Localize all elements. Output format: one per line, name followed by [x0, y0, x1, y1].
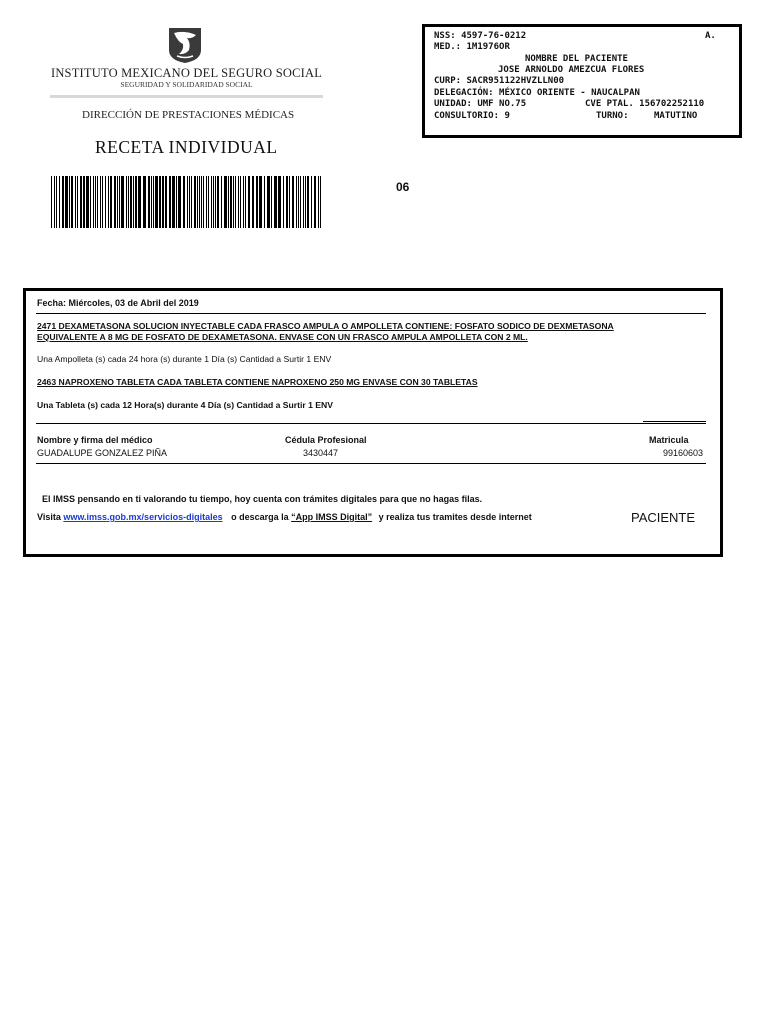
- delegacion: DELEGACIÓN: MÉXICO ORIENTE - NAUCALPAN: [434, 88, 640, 98]
- barcode-bar: [110, 176, 112, 228]
- imss-message: El IMSS pensando en ti valorando tu tiempo, hoy cuenta con trámites digitales para que no hagas filas.: [42, 494, 483, 504]
- barcode-bar: [256, 176, 258, 228]
- turno-label: TURNO:: [596, 111, 629, 121]
- barcode-bar: [252, 176, 254, 228]
- barcode-bar: [65, 176, 68, 228]
- institute-subtitle: SEGURIDAD Y SOLIDARIDAD SOCIAL: [120, 80, 253, 89]
- barcode-bar: [215, 176, 216, 228]
- barcode-bar: [311, 176, 312, 228]
- barcode-bar: [77, 176, 78, 228]
- barcode-bar: [159, 176, 161, 228]
- barcode-bar: [59, 176, 60, 228]
- barcode-bar: [230, 176, 232, 228]
- barcode-bar: [54, 176, 55, 228]
- barcode-bar: [100, 176, 101, 228]
- barcode-bar: [62, 176, 64, 228]
- folio-number: 06: [396, 180, 410, 194]
- barcode-bar: [117, 176, 118, 228]
- barcode-bar: [194, 176, 196, 228]
- barcode-bar: [95, 176, 96, 228]
- medication-2-description: 2463 NAPROXENO TABLETA CADA TABLETA CONTIENE NAPROXENO 250 MG ENVASE CON 30 TABLETAS: [37, 377, 478, 387]
- barcode-bar: [105, 176, 106, 228]
- barcode-bar: [286, 176, 288, 228]
- barcode-bar: [305, 176, 306, 228]
- barcode-bar: [143, 176, 146, 228]
- cedula-number: 3430447: [303, 448, 339, 458]
- imss-logo: [50, 26, 323, 98]
- barcode-bar: [90, 176, 91, 228]
- barcode-bar: [243, 176, 244, 228]
- barcode-bar: [83, 176, 85, 228]
- barcode-bar: [197, 176, 198, 228]
- barcode-bar: [51, 176, 52, 228]
- barcode-bar: [178, 176, 181, 228]
- barcode-bar: [191, 176, 192, 228]
- barcode-bar: [162, 176, 164, 228]
- doctor-divider: [36, 463, 706, 464]
- barcode-bar: [119, 176, 120, 228]
- barcode-bar: [206, 176, 207, 228]
- digital-services-line: [37, 512, 532, 522]
- barcode-bar: [189, 176, 190, 228]
- barcode-bar: [71, 176, 73, 228]
- barcode-bar: [320, 176, 321, 228]
- barcode-bar: [264, 176, 265, 228]
- barcode-bar: [102, 176, 103, 228]
- barcode-bar: [135, 176, 137, 228]
- o-descarga-text: o descarga la: [231, 512, 289, 522]
- barcode-bar: [126, 176, 127, 228]
- barcode-bar: [224, 176, 227, 228]
- barcode-bar: [292, 176, 294, 228]
- medication-1-dosage: Una Ampolleta (s) cada 24 hora (s) durante 1 Día (s) Cantidad a Surtir 1 ENV: [37, 354, 332, 364]
- nss-suffix: A.: [705, 31, 716, 41]
- barcode-bar: [183, 176, 185, 228]
- barcode-bar: [86, 176, 89, 228]
- app-imss-digital: “App IMSS Digital”: [291, 512, 373, 522]
- signature-divider: [36, 423, 706, 424]
- date-divider: [36, 313, 706, 314]
- consultorio: CONSULTORIO: 9: [434, 111, 510, 121]
- imss-eagle-emblem-icon: [165, 26, 205, 64]
- signature-divider-short: [643, 421, 706, 422]
- barcode-bar: [235, 176, 236, 228]
- barcode-bar: [274, 176, 277, 228]
- barcode-bar: [187, 176, 188, 228]
- barcode-bar: [153, 176, 154, 228]
- medication-1-description-line1: 2471 DEXAMETASONA SOLUCION INYECTABLE CADA FRASCO AMPULA O AMPOLLETA CONTIENE: FOSFATO SODICO DE DEXMETASONA: [37, 321, 614, 331]
- barcode-bar: [283, 176, 284, 228]
- barcode-bar: [133, 176, 134, 228]
- barcode-bar: [259, 176, 262, 228]
- prescription-date: Fecha: Miércoles, 03 de Abril del 2019: [37, 298, 199, 308]
- direccion-heading: DIRECCIÓN DE PRESTACIONES MÉDICAS: [82, 109, 295, 121]
- barcode-bar: [199, 176, 200, 228]
- med-code: MED.: 1M1976OR: [434, 42, 510, 52]
- barcode-bar: [97, 176, 98, 228]
- barcode-bar: [138, 176, 141, 228]
- medication-1-description-line2: EQUIVALENTE A 8 MG DE FOSFATO DE DEXAMETASONA. ENVASE CON UN FRASCO AMPULA AMPOLLETA CON 2 ML.: [37, 332, 528, 342]
- barcode-bar: [289, 176, 290, 228]
- logo-divider: [50, 95, 323, 98]
- barcode-bar: [108, 176, 109, 228]
- barcode-bar: [169, 176, 171, 228]
- realiza-text: y realiza tus tramites desde internet: [378, 512, 532, 522]
- barcode-bar: [69, 176, 70, 228]
- digital-services-link[interactable]: www.imss.gob.mx/servicios-digitales: [63, 512, 223, 522]
- barcode-bar: [238, 176, 239, 228]
- matricula-label: Matricula: [649, 435, 689, 445]
- cve-ptal: CVE PTAL. 156702252110: [585, 99, 705, 109]
- prescription-box: [23, 288, 723, 557]
- barcode-bar: [155, 176, 158, 228]
- patient-info-box: [422, 24, 742, 138]
- barcode-bar: [130, 176, 132, 228]
- barcode-bar: [303, 176, 304, 228]
- barcode-bar: [221, 176, 222, 228]
- barcode-bar: [300, 176, 301, 228]
- barcode-bar: [228, 176, 229, 228]
- unidad: UNIDAD: UMF NO.75: [434, 99, 527, 109]
- barcode-bar: [217, 176, 219, 228]
- barcode-bar: [271, 176, 272, 228]
- barcode-bar: [75, 176, 76, 228]
- visita-text: Visita: [37, 512, 61, 522]
- barcode-bar: [80, 176, 82, 228]
- doctor-name: GUADALUPE GONZALEZ PIÑA: [37, 448, 168, 458]
- cedula-label: Cédula Profesional: [285, 435, 367, 445]
- patient-name-label: NOMBRE DEL PACIENTE: [525, 54, 628, 64]
- barcode-bar: [213, 176, 214, 228]
- barcode: [51, 176, 325, 228]
- barcode-bar: [307, 176, 309, 228]
- barcode-bar: [208, 176, 209, 228]
- barcode-bar: [298, 176, 299, 228]
- barcode-bar: [240, 176, 241, 228]
- barcode-bar: [203, 176, 204, 228]
- barcode-bar: [151, 176, 152, 228]
- barcode-bar: [267, 176, 270, 228]
- medication-2-dosage: Una Tableta (s) cada 12 Hora(s) durante 4 Día (s) Cantidad a Surtir 1 ENV: [37, 400, 333, 410]
- turno: MATUTINO: [654, 111, 698, 121]
- barcode-bar: [93, 176, 94, 228]
- barcode-bar: [148, 176, 150, 228]
- barcode-bar: [165, 176, 167, 228]
- curp: CURP: SACR951122HVZLLN00: [434, 76, 565, 86]
- barcode-bar: [128, 176, 129, 228]
- barcode-bar: [233, 176, 234, 228]
- document-title: RECETA INDIVIDUAL: [95, 137, 278, 157]
- barcode-bar: [314, 176, 316, 228]
- barcode-bar: [121, 176, 124, 228]
- copy-label: PACIENTE: [631, 510, 696, 525]
- barcode-bar: [318, 176, 319, 228]
- patient-name: JOSE ARNOLDO AMEZCUA FLORES: [498, 65, 645, 75]
- barcode-bar: [211, 176, 212, 228]
- barcode-bar: [278, 176, 281, 228]
- institute-name: INSTITUTO MEXICANO DEL SEGURO SOCIAL: [50, 66, 323, 80]
- barcode-bar: [245, 176, 246, 228]
- barcode-bar: [172, 176, 175, 228]
- barcode-bar: [114, 176, 116, 228]
- barcode-bar: [56, 176, 57, 228]
- barcode-bar: [296, 176, 297, 228]
- nss: NSS: 4597-76-0212: [434, 31, 527, 41]
- barcode-bar: [201, 176, 202, 228]
- barcode-bar: [248, 176, 250, 228]
- doctor-name-label: Nombre y firma del médico: [37, 435, 153, 445]
- matricula-number: 99160603: [663, 448, 704, 458]
- barcode-bar: [176, 176, 177, 228]
